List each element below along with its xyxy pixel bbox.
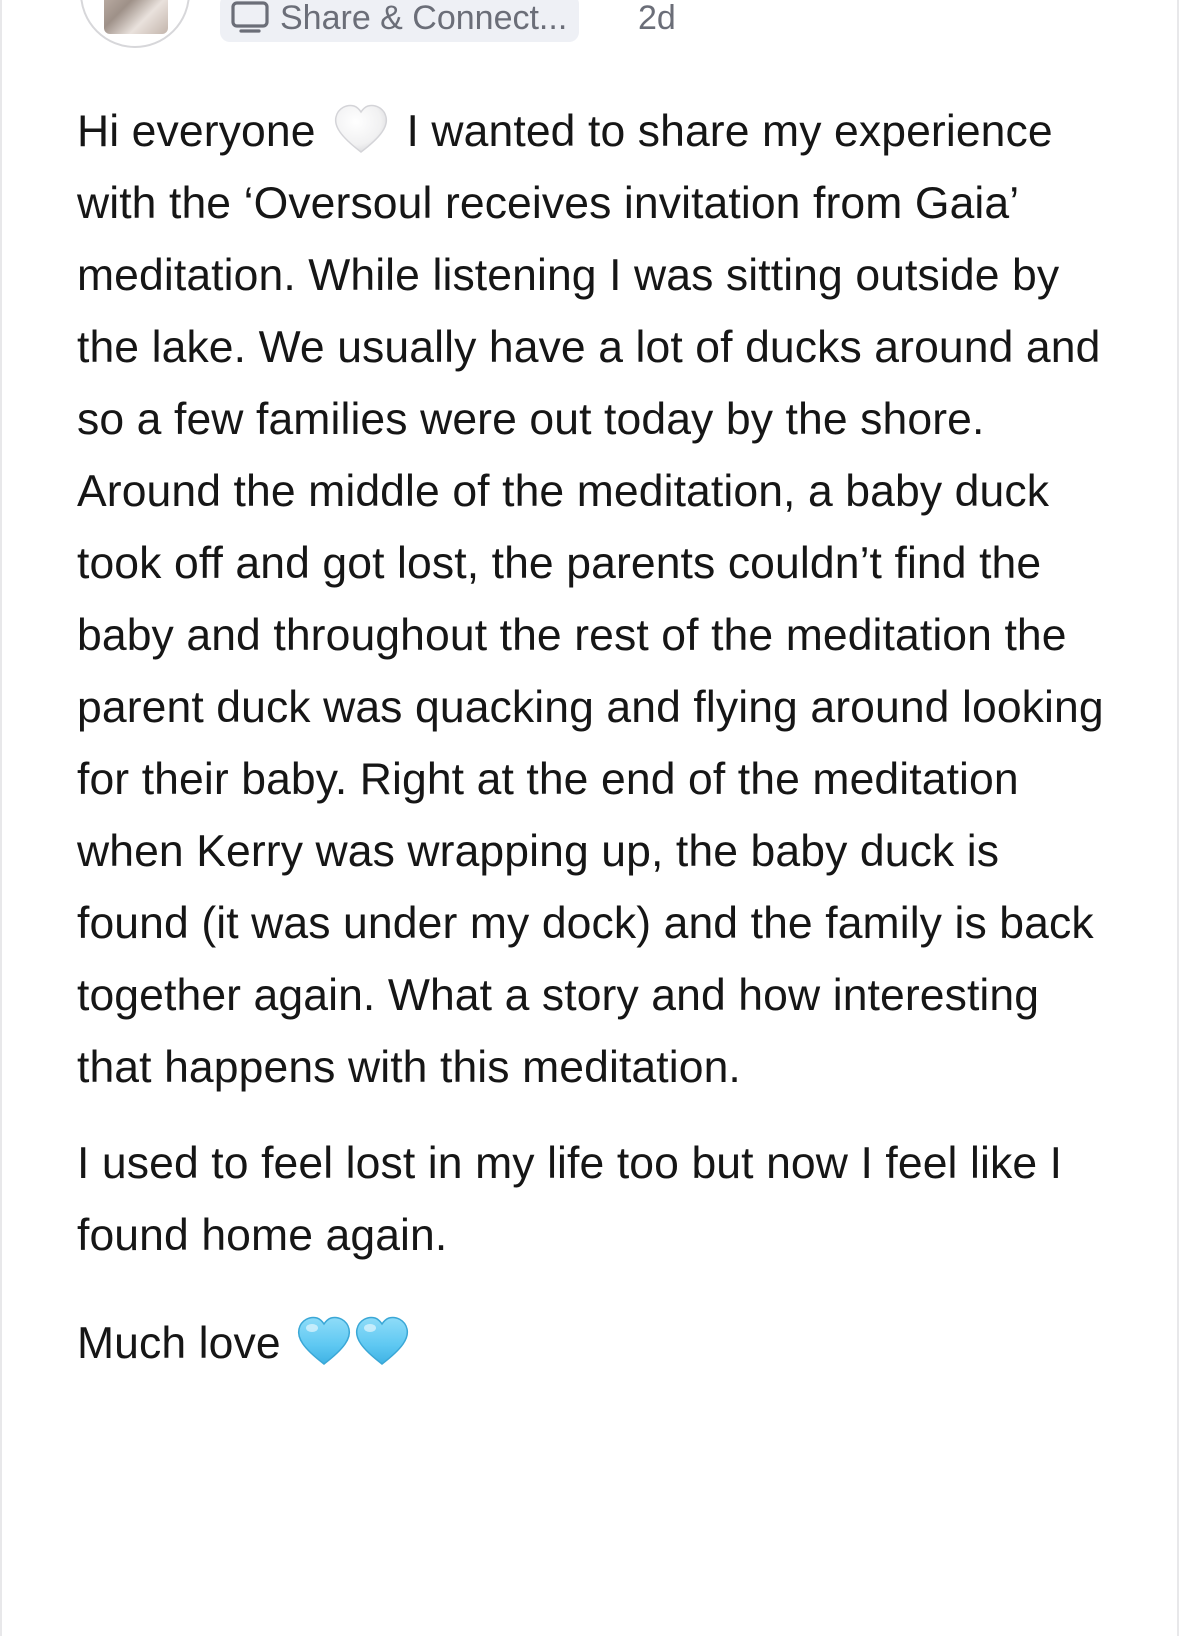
post-timestamp: 2d — [638, 0, 676, 37]
post-header — [80, 0, 190, 48]
space-name: Share & Connect... — [280, 0, 568, 37]
white-heart-icon — [332, 102, 390, 156]
avatar-photo — [104, 0, 168, 34]
story-text: I wanted to share my experience with the ‘Oversoul receives invitation from Gaia’ meditation. While listening I was sitting outside by the lake. We usually have a lot of ducks around and so a few families were out today by the shore. Around the middle of the meditation, a baby duck took off and got lost, the parents couldn’t find the baby and throughout the rest of the meditation the parent duck was quacking and flying around looking for their baby. Right at the end of the meditation when Kerry was wrapping up, the baby duck is found (it was under my dock) and the family is back together again. What a story and how interesting that happens with this meditation. — [77, 107, 1104, 1092]
signoff-text: Much love — [77, 1319, 281, 1368]
post-paragraph — [77, 96, 1117, 1104]
post-body — [77, 96, 1117, 1380]
signoff-emojis — [295, 1319, 411, 1368]
post-signoff — [77, 1308, 1117, 1380]
avatar[interactable] — [80, 0, 190, 48]
post-paragraph: I used to feel lost in my life too but now I feel like I found home again. — [77, 1139, 1063, 1260]
space-chip[interactable] — [220, 0, 579, 42]
monitor-icon — [230, 0, 270, 36]
greeting-text: Hi everyone — [77, 107, 316, 156]
light-blue-heart-icon — [295, 1314, 353, 1368]
light-blue-heart-icon — [353, 1314, 411, 1368]
